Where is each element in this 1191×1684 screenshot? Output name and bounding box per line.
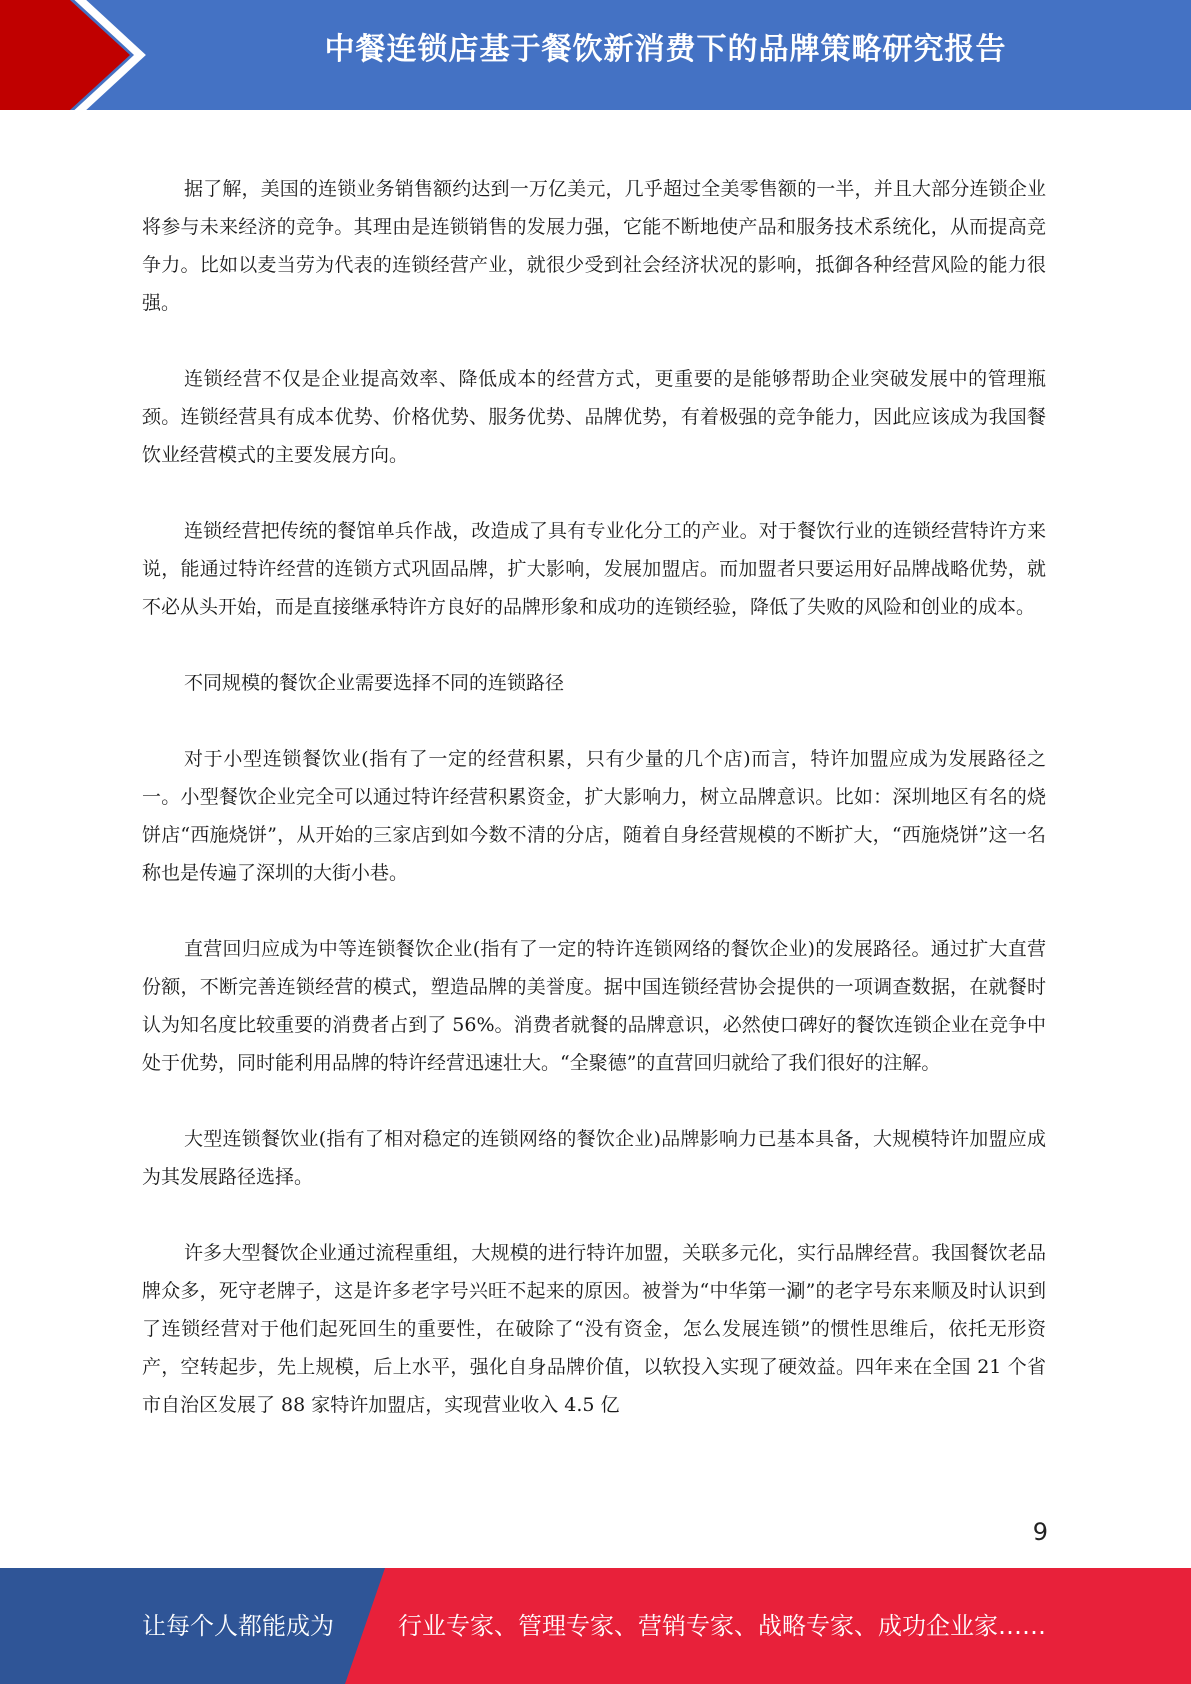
document-body [142,170,1046,1462]
page-header [0,0,1191,110]
page-footer [0,1568,1191,1684]
paragraph-5: 直营回归应成为中等连锁餐饮企业(指有了一定的特许连锁网络的餐饮企业)的发展路径。通过扩大直营份额，不断完善连锁经营的模式，塑造品牌的美誉度。据中国连锁经营协会提供的一项调查数据，在就餐时认为知名度比较重要的消费者占到了 56%。消费者就餐的品牌意识，必然使口碑好的餐饮连锁企业在竞争中处于优势，同时能利用品牌的特许经营迅速壮大。“全聚德”的直营回归就给了我们很好的注解。 [142,938,1046,1074]
footer-slogan-left: 让每个人都能成为 [142,1612,334,1640]
header-chevron-icon [0,0,160,110]
section-heading: 不同规模的餐饮企业需要选择不同的连锁路径 [184,672,565,694]
paragraph-4: 对于小型连锁餐饮业(指有了一定的经营积累，只有少量的几个店)而言，特许加盟应成为发展路径之一。小型餐饮企业完全可以通过特许经营积累资金，扩大影响力，树立品牌意识。比如：深圳地区有名的烧饼店“西施烧饼”，从开始的三家店到如今数不清的分店，随着自身经营规模的不断扩大，“西施烧饼”这一名称也是传遍了深圳的大街小巷。 [142,748,1046,884]
paragraph-2: 连锁经营不仅是企业提高效率、降低成本的经营方式，更重要的是能够帮助企业突破发展中的管理瓶颈。连锁经营具有成本优势、价格优势、服务优势、品牌优势，有着极强的竞争能力，因此应该成为我国餐饮业经营模式的主要发展方向。 [142,368,1046,466]
paragraph-6: 大型连锁餐饮业(指有了相对稳定的连锁网络的餐饮企业)品牌影响力已基本具备，大规模特许加盟应成为其发展路径选择。 [142,1128,1046,1188]
paragraph-3: 连锁经营把传统的餐馆单兵作战，改造成了具有专业化分工的产业。对于餐饮行业的连锁经营特许方来说，能通过特许经营的连锁方式巩固品牌，扩大影响，发展加盟店。而加盟者只要运用好品牌战略优势，就不必从头开始，而是直接继承特许方良好的品牌形象和成功的连锁经验，降低了失败的风险和创业的成本。 [142,520,1046,618]
page-number: 9 [1032,1518,1048,1546]
footer-slogan-right: 行业专家、管理专家、营销专家、战略专家、成功企业家…… [398,1612,1046,1640]
paragraph-7: 许多大型餐饮企业通过流程重组，大规模的进行特许加盟，关联多元化，实行品牌经营。我国餐饮老品牌众多，死守老牌子，这是许多老字号兴旺不起来的原因。被誉为“中华第一涮”的老字号东来顺及时认识到了连锁经营对于他们起死回生的重要性，在破除了“没有资金，怎么发展连锁”的惯性思维后，依托无形资产，空转起步，先上规模，后上水平，强化自身品牌价值，以软投入实现了硬效益。四年来在全国 21 个省市自治区发展了 88 家特许加盟店，实现营业收入 4.5 亿 [142,1242,1046,1416]
paragraph-1: 据了解，美国的连锁业务销售额约达到一万亿美元，几乎超过全美零售额的一半，并且大部分连锁企业将参与未来经济的竞争。其理由是连锁销售的发展力强，它能不断地使产品和服务技术系统化，从而提高竞争力。比如以麦当劳为代表的连锁经营产业，就很少受到社会经济状况的影响，抵御各种经营风险的能力很强。 [142,178,1046,314]
report-title: 中餐连锁店基于餐饮新消费下的品牌策略研究报告 [324,32,1007,67]
